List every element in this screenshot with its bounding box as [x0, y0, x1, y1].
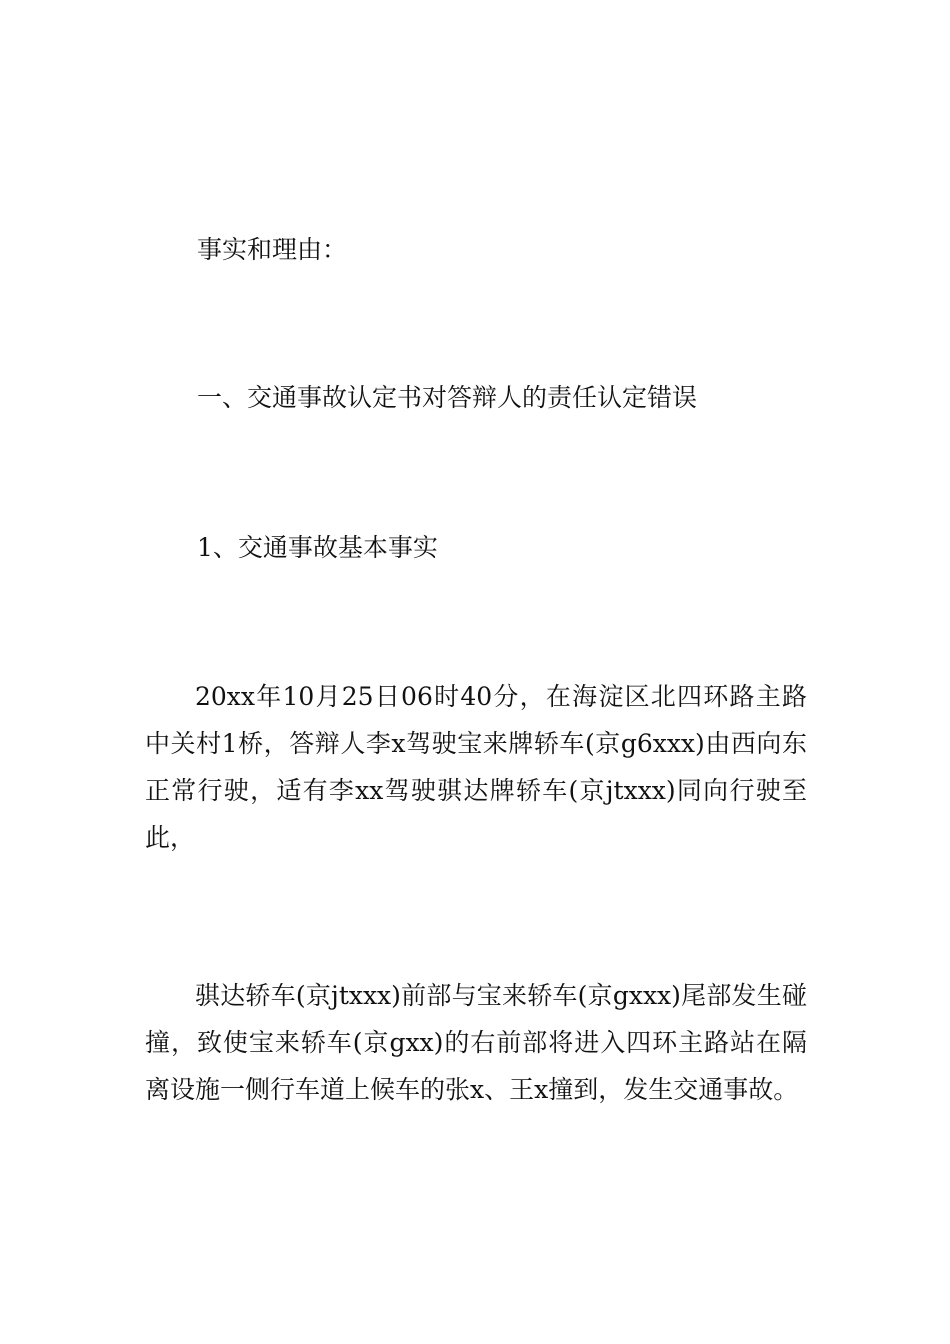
paragraph-collision-details: 骐达轿车(京jtxxx)前部与宝来轿车(京gxxx)尾部发生碰撞，致使宝来轿车(京gxx)的右前部将进入四环主路站在隔离设施一侧行车道上候车的张x、王x撞到，发生交通事故。	[145, 981, 807, 1104]
facts-heading: 事实和理由：	[197, 235, 348, 264]
paragraph-accident-facts: 20xx年10月25日06时40分，在海淀区北四环路主路中关村1桥，答辩人李x驾驶宝来牌轿车(京g6xxx)由西向东正常行驶，适有李xx驾驶骐达牌轿车(京jtxxx)同向行驶至此，	[145, 682, 807, 852]
section-one-title: 一、交通事故认定书对答辩人的责任认定错误	[197, 383, 698, 412]
subsection-one-title: 1、交通事故基本事实	[197, 533, 438, 562]
